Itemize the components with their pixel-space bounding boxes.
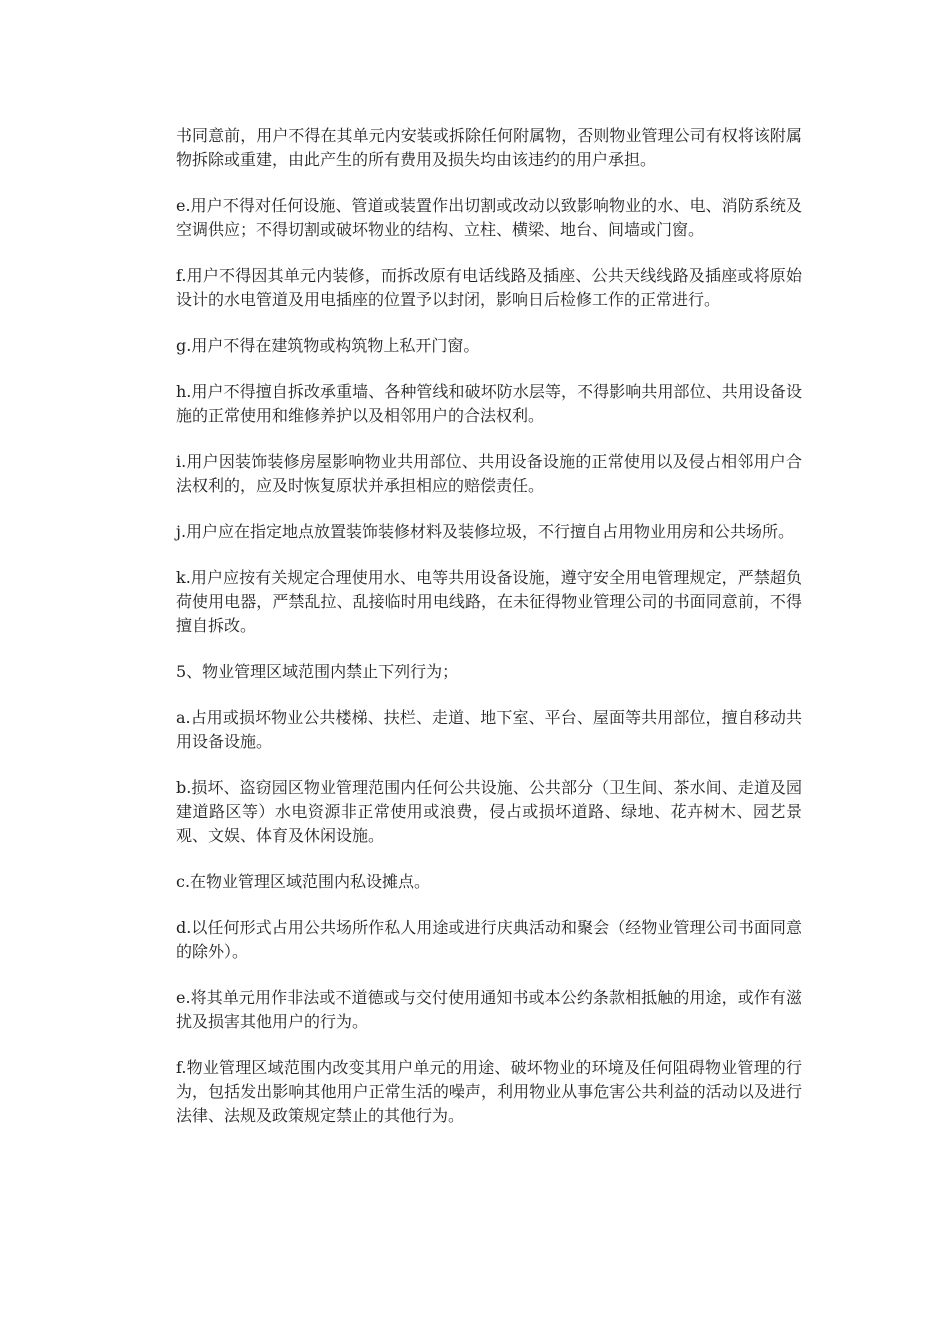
paragraph-item-g: g.用户不得在建筑物或构筑物上私开门窗。 (176, 336, 480, 355)
paragraph-item-j: j.用户应在指定地点放置装饰装修材料及装修垃圾，不行擅自占用物业用房和公共场所。 (176, 522, 795, 541)
paragraph-item-h: h.用户不得擅自拆改承重墙、各种管线和破坏防水层等，不得影响共用部位、共用设备设施的正常使用和维修养护以及相邻用户的合法权利。 (176, 382, 802, 425)
paragraph-item-a: a.占用或损坏物业公共楼梯、扶栏、走道、地下室、平台、屋面等共用部位，擅自移动共用设备设施。 (176, 708, 802, 751)
paragraph-item-d: d.以任何形式占用公共场所作私人用途或进行庆典活动和聚会（经物业管理公司书面同意的除外）。 (176, 918, 802, 961)
paragraph-item-e2: e.将其单元用作非法或不道德或与交付使用通知书或本公约条款相抵触的用途，或作有滋扰及损害其他用户的行为。 (176, 988, 802, 1031)
paragraph-item-e: e.用户不得对任何设施、管道或装置作出切割或改动以致影响物业的水、电、消防系统及空调供应；不得切割或破坏物业的结构、立柱、横梁、地台、间墙或门窗。 (176, 196, 802, 239)
paragraph-item-i: i.用户因装饰装修房屋影响物业共用部位、共用设备设施的正常使用以及侵占相邻用户合法权利的，应及时恢复原状并承担相应的赔偿责任。 (176, 452, 802, 495)
paragraph-item-f: f.用户不得因其单元内装修，而拆改原有电话线路及插座、公共天线线路及插座或将原始设计的水电管道及用电插座的位置予以封闭，影响日后检修工作的正常进行。 (176, 266, 802, 309)
document-page (176, 124, 802, 1150)
paragraph-item-c: c.在物业管理区域范围内私设摊点。 (176, 872, 431, 891)
section-heading-5: 5、物业管理区域范围内禁止下列行为； (176, 662, 459, 681)
paragraph-continuation: 书同意前，用户不得在其单元内安装或拆除任何附属物，否则物业管理公司有权将该附属物拆除或重建，由此产生的所有费用及损失均由该违约的用户承担。 (176, 126, 802, 169)
paragraph-item-f2: f.物业管理区域范围内改变其用户单元的用途、破坏物业的环境及任何阻碍物业管理的行为，包括发出影响其他用户正常生活的噪声，利用物业从事危害公共利益的活动以及进行法律、法规及政策规定禁止的其他行为。 (176, 1058, 802, 1125)
paragraph-item-b: b.损坏、盗窃园区物业管理范围内任何公共设施、公共部分（卫生间、茶水间、走道及园建道路区等）水电资源非正常使用或浪费，侵占或损坏道路、绿地、花卉树木、园艺景观、文娱、体育及休闲设施。 (176, 778, 802, 845)
paragraph-item-k: k.用户应按有关规定合理使用水、电等共用设备设施，遵守安全用电管理规定，严禁超负荷使用电器，严禁乱拉、乱接临时用电线路，在未征得物业管理公司的书面同意前，不得擅自拆改。 (176, 568, 802, 635)
